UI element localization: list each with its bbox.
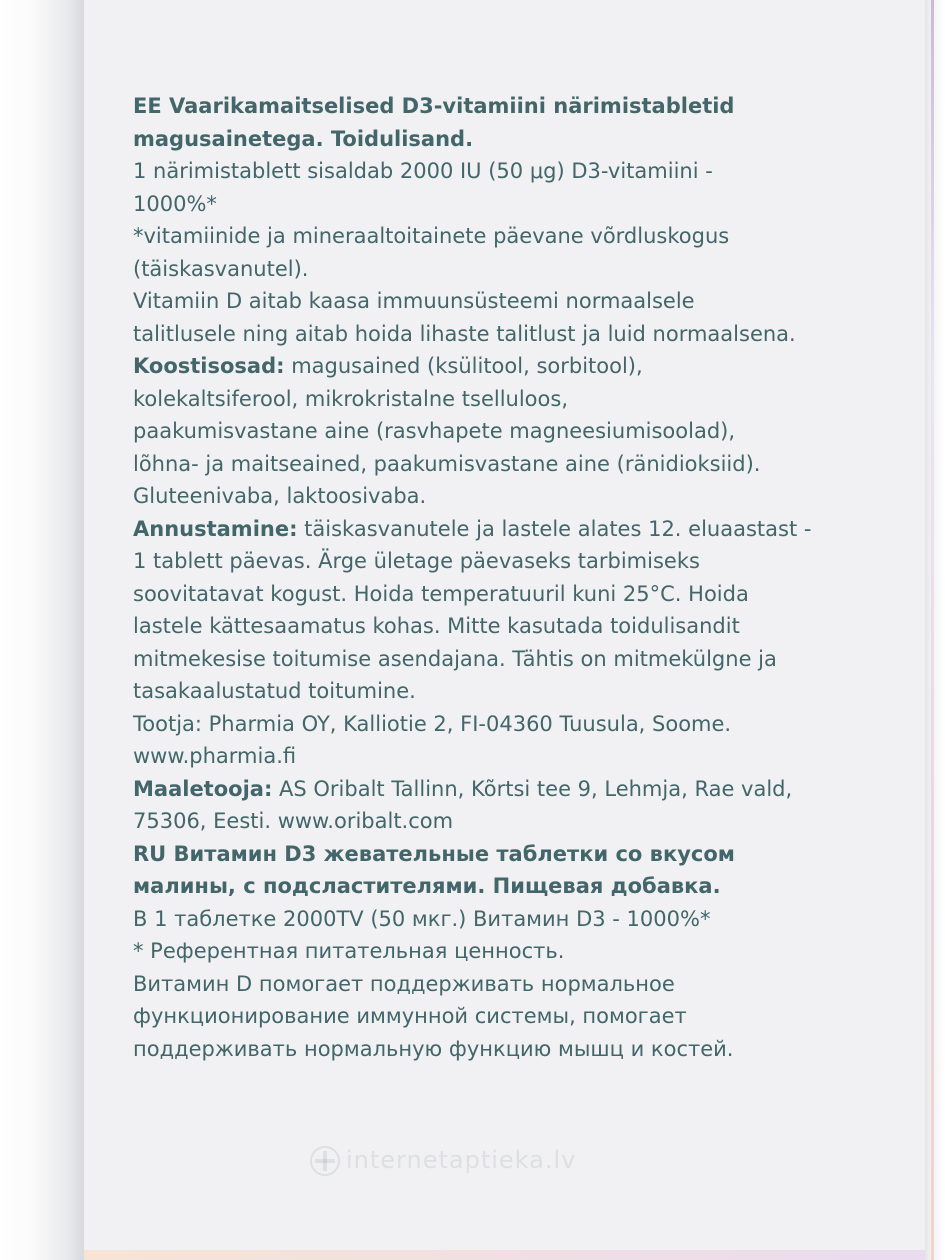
- ee-dosage-5: mitmekesise toitumise asendajana. Tähtis on mitmekülgne ja: [133, 646, 777, 671]
- ee-title-2: magusainetega. Toidulisand.: [133, 126, 474, 151]
- ru-title-1: Витамин D3 жевательные таблетки со вкусом: [166, 841, 735, 866]
- package-left-edge: [0, 0, 84, 1260]
- ee-line-2: 1000%*: [133, 191, 217, 216]
- ee-dosage-4: lastele kättesaamatus kohas. Mitte kasutada toidulisandit: [133, 614, 740, 638]
- ee-ingredients-1: magusained (ksülitool, sorbitool),: [284, 354, 643, 378]
- ru-line-1: В 1 таблетке 2000TV (50 мкг.) Витамин D3 - 1000%*: [133, 906, 711, 931]
- pharmacy-cross-icon: [310, 1146, 340, 1176]
- ee-title-1: Vaarikamaitselised D3-vitamiini närimistabletid: [169, 94, 735, 118]
- ee-importer-line-1: [133, 773, 913, 806]
- ee-dosage-label: Annustamine:: [133, 516, 298, 541]
- package-right-edge: [925, 0, 945, 1260]
- watermark-text: internetaptieka.lv: [346, 1146, 577, 1174]
- ee-line-6: talitlusele ning aitab hoida lihaste talitlust ja luid normaalsena.: [133, 321, 796, 346]
- ee-dosage-2: 1 tablett päevas. Ärge ületage päevaseks tarbimiseks: [133, 549, 700, 573]
- ru-line-4: функционирование иммунной системы, помогает: [133, 1004, 687, 1028]
- ee-ingredients-4: lõhna- ja maitseained, paakumisvastane aine (ränidioksiid).: [133, 451, 761, 476]
- ru-lang-code: RU: [133, 841, 167, 866]
- ru-line-5: поддерживать нормальную функцию мышц и костей.: [133, 1036, 734, 1061]
- ee-ingredients-line-1: [133, 350, 913, 383]
- ee-ingredients-5: Gluteenivaba, laktoosivaba.: [133, 484, 427, 508]
- ee-ingredients-2: kolekaltsiferool, mikrokristalne tselluloos,: [133, 386, 568, 411]
- ee-line-5: Vitamiin D aitab kaasa immuunsüsteemi normaalsele: [133, 289, 695, 313]
- ee-importer-1: AS Oribalt Tallinn, Kõrtsi tee 9, Lehmja, Rae vald,: [272, 776, 793, 801]
- ee-importer-label: Maaletooja:: [133, 776, 273, 801]
- ee-line-1: 1 närimistablett sisaldab 2000 IU (50 μg) D3-vitamiini -: [133, 159, 713, 183]
- ee-line-4: (täiskasvanutel).: [133, 256, 309, 281]
- ee-line-3: *vitamiinide ja mineraaltoitainete päevane võrdluskogus: [133, 224, 730, 248]
- ee-title-line-1: [133, 90, 913, 123]
- label-text: [133, 90, 913, 1065]
- ee-dosage-1: täiskasvanutele ja lastele alates 12. eluaastast -: [297, 516, 812, 541]
- ee-importer-2: 75306, Eesti. www.oribalt.com: [133, 809, 454, 833]
- ee-dosage-line-1: [133, 513, 913, 546]
- ee-ingredients-3: paakumisvastane aine (rasvhapete magneesiumisoolad),: [133, 419, 736, 443]
- ee-ingredients-label: Koostisosad:: [133, 354, 285, 378]
- ru-title-line-1: [133, 838, 913, 871]
- ee-manufacturer-1: Tootja: Pharmia OY, Kalliotie 2, FI-04360 Tuusula, Soome.: [133, 711, 732, 736]
- ee-manufacturer-2: www.pharmia.fi: [133, 744, 297, 768]
- ru-line-3: Витамин D помогает поддерживать нормальное: [133, 971, 675, 996]
- package-bottom-edge: [84, 1250, 925, 1260]
- ru-line-2: * Референтная питательная ценность.: [133, 939, 565, 963]
- ru-title-2: малины, с подсластителями. Пищевая добавка.: [133, 874, 721, 898]
- ee-dosage-6: tasakaalustatud toitumine.: [133, 679, 416, 703]
- watermark: [310, 1146, 576, 1176]
- ee-lang-code: EE: [133, 94, 162, 118]
- ee-dosage-3: soovitatavat kogust. Hoida temperatuuril kuni 25°C. Hoida: [133, 581, 749, 606]
